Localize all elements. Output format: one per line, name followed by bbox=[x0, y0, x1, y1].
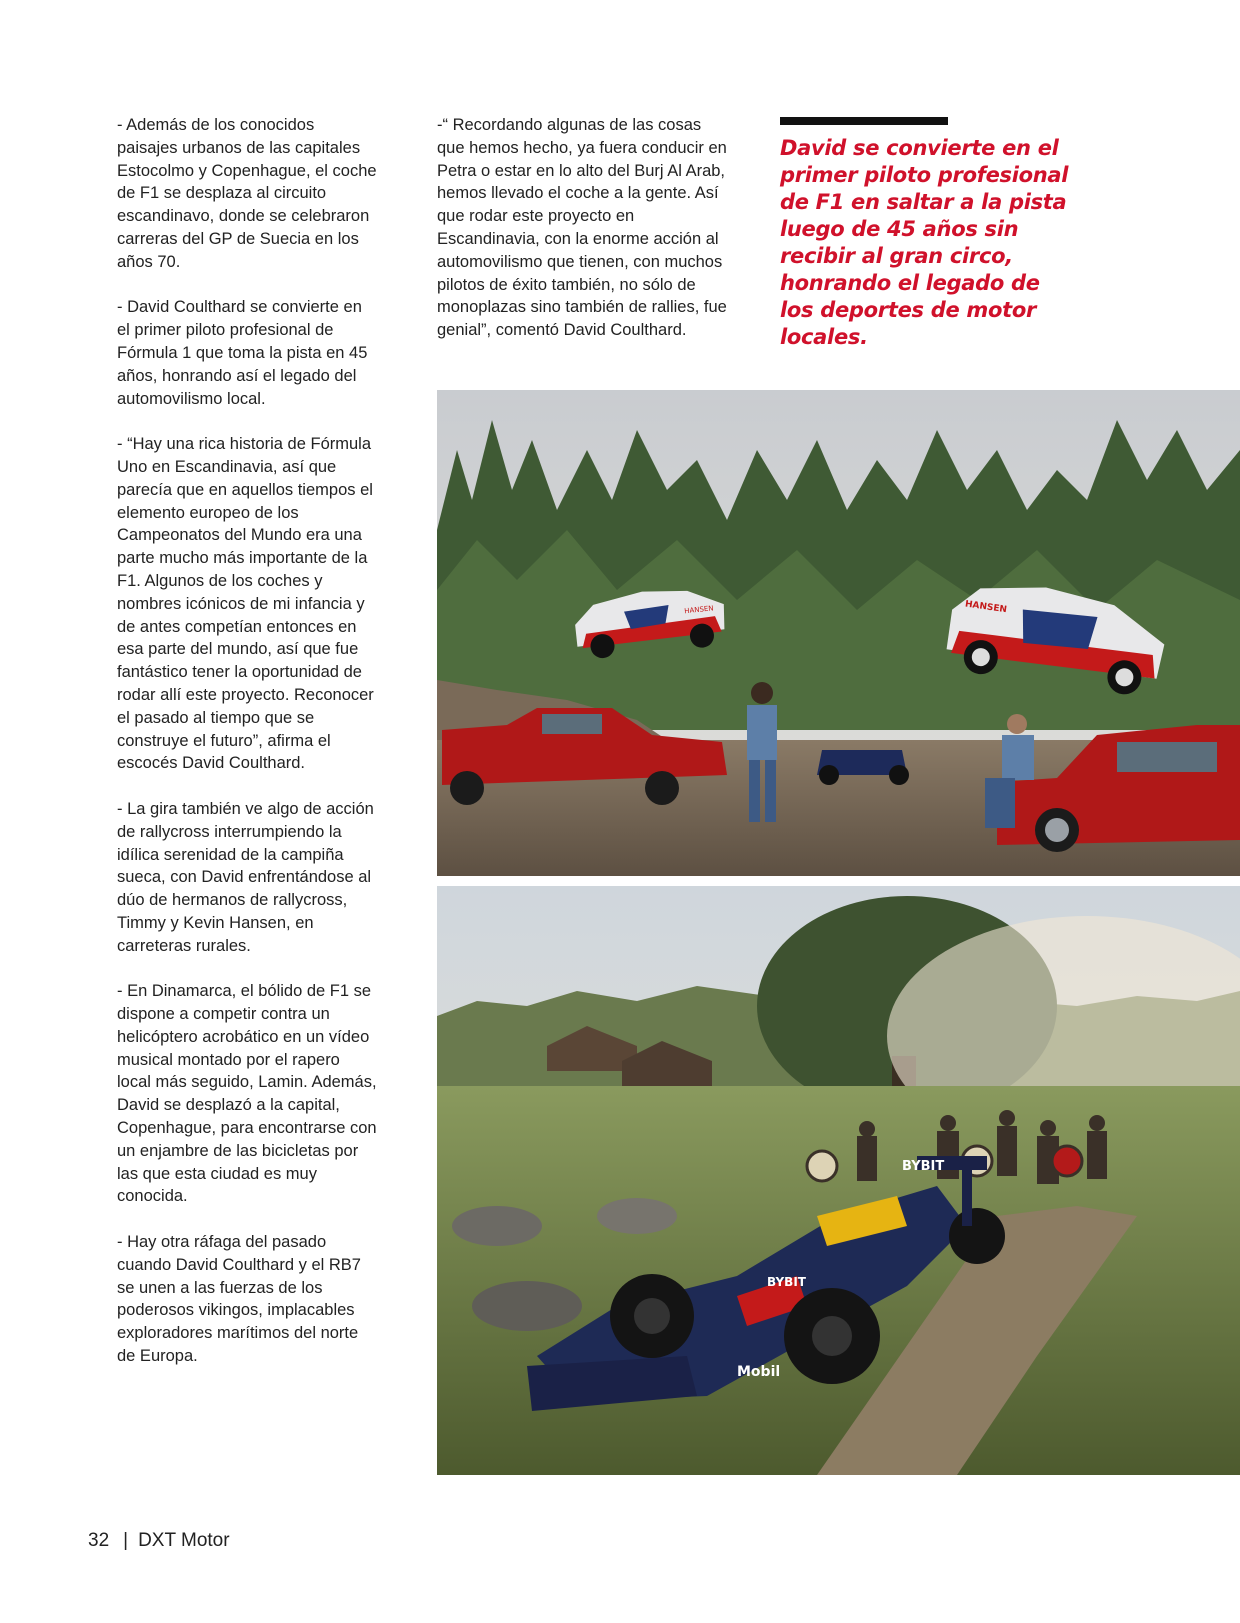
rally-car-livery-text: HANSEN bbox=[683, 604, 714, 616]
page-footer bbox=[88, 1530, 230, 1552]
pullquote-rule bbox=[780, 117, 948, 125]
left-paragraph: - Hay otra ráfaga del pasado cuando David Coulthard y el RB7 se unen a las fuerzas de los poderosos vikingos, implacables exploradores marítimos del norte de Europa. bbox=[117, 1233, 361, 1366]
pullquote-text: David se convierte en el primer piloto profesional de F1 en saltar a la pista luego de 45 años sin recibir al gran circo, honrando el legado de los deportes de motor locales. bbox=[780, 136, 1069, 349]
left-paragraph: - Además de los conocidos paisajes urbanos de las capitales Estocolmo y Copenhague, el coche de F1 se desplaza al circuito escandinavo, donde se celebraron carreras del GP de Suecia en los años 70. bbox=[117, 116, 377, 271]
f1-sponsor-text: Mobil bbox=[737, 1364, 781, 1380]
footer-separator: | bbox=[123, 1530, 129, 1551]
page-number: 32 bbox=[88, 1530, 110, 1551]
middle-text-column bbox=[437, 114, 727, 342]
left-paragraph: - La gira también ve algo de acción de rallycross interrumpiendo la idílica serenidad de la campiña sueca, con David enfrentándose al dúo de hermanos de rallycross, Timmy y Kevin Hansen, en carreteras rurales. bbox=[117, 799, 374, 955]
left-text-column bbox=[117, 114, 377, 1391]
rally-car-livery-text: HANSEN bbox=[964, 599, 1008, 616]
middle-paragraph: -“ Recordando algunas de las cosas que hemos hecho, ya fuera conducir en Petra o estar en lo alto del Burj Al Arab, hemos llevado el coche a la gente. Así que rodar este proyecto en Escandinavia, con la enorme acción al automovilismo que tienen, con muchos pilotos de éxito también, no sólo de monoplazas sino también de rallies, fue genial”, comentó David Coulthard. bbox=[437, 116, 727, 340]
viking-f1-photo bbox=[437, 886, 1240, 1475]
rally-forest-illustration bbox=[437, 390, 1240, 876]
left-paragraph: - “Hay una rica historia de Fórmula Uno en Escandinavia, así que parecía que en aquellos tiempos el elemento europeo de los Campeonatos del Mundo era una parte mucho más importante de la F1. Algunos de los coches y nombres icónicos de mi infancia y de antes competían entonces en esa parte del mundo, así que fue fantástico tener la oportunidad de rodar allí este proyecto. Reconocer el pasado al tiempo que se construye el futuro”, afirma el escocés David Coulthard. bbox=[117, 435, 374, 773]
publication-name: DXT Motor bbox=[138, 1530, 230, 1551]
left-paragraph: - David Coulthard se convierte en el primer piloto profesional de Fórmula 1 que toma la pista en 45 años, honrando así el legado del automovilismo local. bbox=[117, 298, 368, 408]
rally-forest-photo bbox=[437, 390, 1240, 876]
f1-sponsor-text: BYBIT bbox=[902, 1159, 945, 1174]
viking-f1-illustration bbox=[437, 886, 1240, 1475]
left-paragraph: - En Dinamarca, el bólido de F1 se dispone a competir contra un helicóptero acrobático en un vídeo musical montado por el rapero local más seguido, Lamin. Además, David se desplazó a la capital, Copenhague, para encontrarse con un enjambre de las bicicletas por las que esta ciudad es muy conocida. bbox=[117, 982, 377, 1206]
f1-sponsor-text: BYBIT bbox=[767, 1275, 806, 1289]
